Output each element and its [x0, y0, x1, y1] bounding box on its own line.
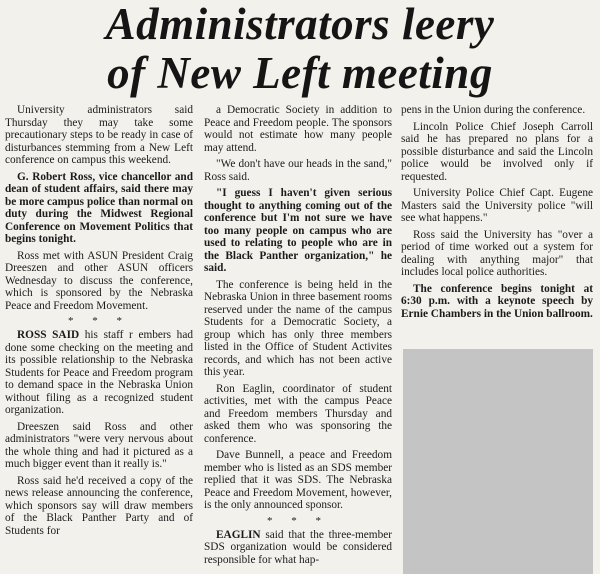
closing-paragraph: The conference begins tonight at 6:30 p.m. with a keynote speech by Ernie Chambers in the Union ballroom.	[401, 282, 593, 320]
paragraph: G. Robert Ross, vice chancellor and dean of student affairs, said there may be more campus police than normal on duty during the Midwest Regional Conference on Movement Politics that begins tonight.	[5, 170, 193, 245]
paragraph: University Police Chief Capt. Eugene Masters said the University police "will see what happens."	[401, 187, 593, 224]
paragraph-body: said that the three-member SDS organization would be considered responsible for what hap-	[204, 528, 392, 566]
paragraph: Lincoln Police Chief Joseph Carroll said he has prepared no plans for a possible disturbance and said the Lincoln police would be involved only if requested.	[401, 120, 593, 183]
quote-paragraph: "I guess I haven't given serious thought to anything coming out of the conference but I'm not sure we have too many people on campus who are used to relating to people who are in the Black Panther organization," he said.	[204, 187, 392, 274]
paragraph-body: his staff r embers had done some checking on the meeting and its possible relationship to the Nebraska Students for Peace and Freedom program to demand space in the Nebraska Union without filing as a recognized student organization.	[5, 329, 193, 416]
paragraph: Ross said he'd received a copy of the news release announcing the conference, which sponsors say will draw members of the Black Panther Party and of Students for	[5, 474, 193, 537]
headline	[0, 0, 600, 98]
section-divider: * * *	[267, 514, 329, 527]
paragraph: Ron Eaglin, coordinator of student activities, met with the campus Peace and Freedom members Thursday and asked them who was sponsoring the conference.	[204, 382, 392, 445]
section-divider: * * *	[68, 315, 130, 327]
column-3	[401, 104, 593, 324]
paragraph: Ross met with ASUN President Craig Dreeszen and other ASUN officers Wednesday to discuss the conference, which is sponsored by the Nebraska Peace and Freedom Movement.	[5, 249, 193, 312]
paragraph: a Democratic Society in addition to Peace and Freedom people. The sponsors would not estimate how many people may attend.	[204, 104, 392, 154]
paragraph	[5, 329, 193, 417]
column-2	[204, 104, 392, 570]
headline-line-2: of New Left meeting	[107, 48, 493, 98]
paragraph	[204, 529, 392, 567]
paragraph: Dreeszen said Ross and other administrators "were very nervous about the whole thing and had it pictured as a much bigger event than it really is."	[5, 420, 193, 470]
paragraph: pens in the Union during the conference.	[401, 104, 586, 116]
paragraph-lead: ROSS SAID	[17, 329, 80, 341]
column-1	[5, 104, 193, 541]
paragraph: Dave Bunnell, a peace and Freedom member who is listed as an SDS member replied that it was SDS. The Nebraska Peace and Freedom Movement, however, is the only announced sponsor.	[204, 449, 392, 511]
paragraph: University administrators said Thursday they may take some precautionary steps to be ready in case of disturbances stemming from a New Left conference on campus this weekend.	[5, 104, 193, 166]
paragraph: "We don't have our heads in the sand," Ross said.	[204, 158, 392, 183]
paragraph: Ross said the University has "over a period of time worked out a system for dealing with anything major" that includes local police authorities.	[401, 228, 593, 278]
paragraph-lead: EAGLIN	[216, 528, 261, 541]
headline-line-1: Administrators leery	[105, 0, 495, 49]
photo-placeholder	[403, 349, 593, 574]
paragraph: The conference is being held in the Nebraska Union in three basement rooms reserved under the name of the campus Students for a Democratic Society, a group which has only three members listed in the Office of Student Activites records, and which has not been active this year.	[204, 278, 392, 378]
